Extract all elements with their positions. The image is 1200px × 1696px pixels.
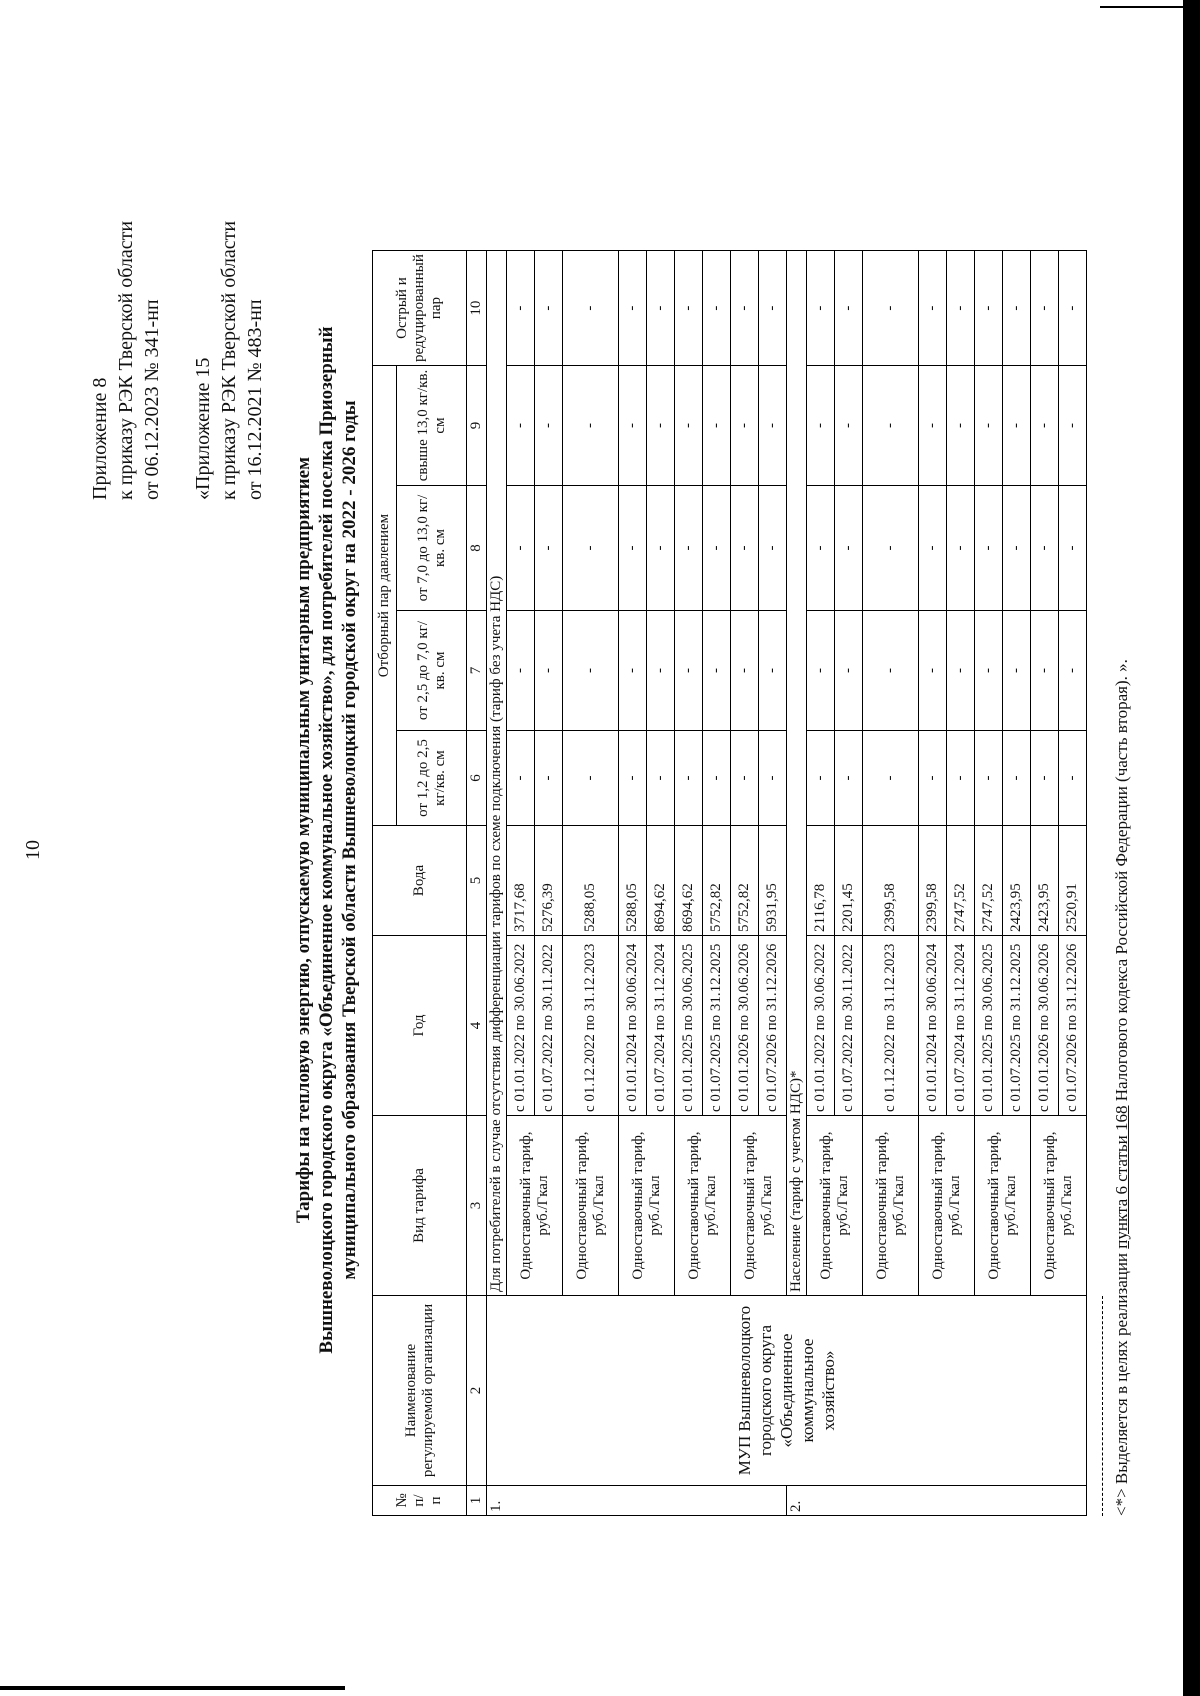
period-cell: с 01.01.2026 по 30.06.2026 [1031, 936, 1059, 1116]
empty-tariff-cell: - [919, 486, 947, 611]
period-cell: с 01.07.2022 по 30.11.2022 [835, 936, 863, 1116]
empty-tariff-cell: - [835, 611, 863, 731]
empty-tariff-cell: - [759, 486, 787, 611]
empty-tariff-cell: - [507, 731, 535, 826]
empty-tariff-cell: - [731, 731, 759, 826]
section-label: Население (тариф с учетом НДС)* [787, 251, 807, 1296]
empty-tariff-cell: - [1031, 731, 1059, 826]
empty-tariff-cell: - [1003, 731, 1031, 826]
empty-tariff-cell: - [835, 731, 863, 826]
tariff-type: Одноставочный тариф, руб./Гкал [563, 1116, 619, 1296]
empty-tariff-cell: - [919, 366, 947, 486]
empty-tariff-cell: - [975, 251, 1003, 366]
empty-tariff-cell: - [975, 611, 1003, 731]
empty-tariff-cell: - [947, 486, 975, 611]
empty-tariff-cell: - [947, 611, 975, 731]
tariff-type: Одноставочный тариф, руб./Гкал [919, 1116, 975, 1296]
section-row [487, 251, 507, 1516]
empty-tariff-cell: - [1059, 251, 1087, 366]
empty-tariff-cell: - [507, 366, 535, 486]
tariff-table-body [487, 251, 1087, 1516]
empty-tariff-cell: - [1003, 366, 1031, 486]
empty-tariff-cell: - [1003, 486, 1031, 611]
header-water: Вода [373, 826, 467, 936]
empty-tariff-cell: - [647, 486, 675, 611]
footnote-prefix: <*> Выделяется в целях реализации [1112, 1252, 1131, 1516]
empty-tariff-cell: - [703, 731, 731, 826]
empty-tariff-cell: - [947, 731, 975, 826]
appendix-line: от 06.12.2023 № 341-нп [141, 299, 163, 500]
empty-tariff-cell: - [919, 251, 947, 366]
water-tariff-cell: 2423,95 [1031, 826, 1059, 936]
header-sharp-steam: Острый и редуцированный пар [373, 251, 467, 366]
empty-tariff-cell: - [535, 731, 563, 826]
period-cell: с 01.07.2024 по 31.12.2024 [947, 936, 975, 1116]
period-cell: с 01.07.2024 по 31.12.2024 [647, 936, 675, 1116]
tariff-table [372, 250, 1087, 1516]
empty-tariff-cell: - [731, 366, 759, 486]
appendix-line: к приказу РЭК Тверской области [115, 220, 137, 500]
empty-tariff-cell: - [731, 251, 759, 366]
empty-tariff-cell: - [507, 251, 535, 366]
tariff-type: Одноставочный тариф, руб./Гкал [863, 1116, 919, 1296]
column-number: 6 [467, 731, 487, 826]
empty-tariff-cell: - [1059, 611, 1087, 731]
empty-tariff-cell: - [703, 486, 731, 611]
empty-tariff-cell: - [535, 366, 563, 486]
column-number: 9 [467, 366, 487, 486]
document-title [292, 180, 361, 1500]
column-number: 7 [467, 611, 487, 731]
water-tariff-cell: 2116,78 [807, 826, 835, 936]
title-line: муниципального образования Тверской области Вышневолоцкий городской округ на 2022 - 2026 годы [339, 400, 360, 1280]
organization-name: МУП Вышневолоцкого городского округа «Объединенное коммунальное хозяйство» [487, 1296, 1087, 1486]
empty-tariff-cell: - [703, 251, 731, 366]
empty-tariff-cell: - [619, 251, 647, 366]
empty-tariff-cell: - [563, 486, 619, 611]
empty-tariff-cell: - [563, 251, 619, 366]
water-tariff-cell: 2399,58 [863, 826, 919, 936]
period-cell: с 01.01.2022 по 30.06.2022 [507, 936, 535, 1116]
header-num: № п/ п [373, 1486, 467, 1516]
empty-tariff-cell: - [975, 486, 1003, 611]
water-tariff-cell: 2423,95 [1003, 826, 1031, 936]
scan-bottom-line [0, 1686, 345, 1690]
page-number: 10 [22, 840, 44, 860]
empty-tariff-cell: - [619, 731, 647, 826]
empty-tariff-cell: - [647, 611, 675, 731]
footnote-separator [1102, 1296, 1103, 1516]
period-cell: с 01.01.2024 по 30.06.2024 [919, 936, 947, 1116]
empty-tariff-cell: - [1031, 366, 1059, 486]
period-cell: с 01.01.2025 по 30.06.2025 [675, 936, 703, 1116]
empty-tariff-cell: - [759, 366, 787, 486]
header-steam-group: Отборный пар давлением [373, 366, 397, 826]
empty-tariff-cell: - [919, 611, 947, 731]
water-tariff-cell: 5288,05 [563, 826, 619, 936]
empty-tariff-cell: - [835, 366, 863, 486]
empty-tariff-cell: - [619, 486, 647, 611]
period-cell: с 01.12.2022 по 31.12.2023 [863, 936, 919, 1116]
empty-tariff-cell: - [807, 366, 835, 486]
empty-tariff-cell: - [863, 251, 919, 366]
water-tariff-cell: 5752,82 [731, 826, 759, 936]
empty-tariff-cell: - [863, 611, 919, 731]
empty-tariff-cell: - [835, 251, 863, 366]
footnote-suffix: Налогового кодекса Российской Федерации (часть вторая). ». [1112, 659, 1131, 1102]
empty-tariff-cell: - [731, 611, 759, 731]
tariff-type: Одноставочный тариф, руб./Гкал [507, 1116, 563, 1296]
empty-tariff-cell: - [703, 366, 731, 486]
empty-tariff-cell: - [947, 251, 975, 366]
tariff-type: Одноставочный тариф, руб./Гкал [1031, 1116, 1087, 1296]
footnote [1112, 659, 1132, 1516]
section-label: Для потребителей в случае отсутствия дифференциации тарифов по схеме подключения (тариф без учета НДС) [487, 251, 507, 1296]
empty-tariff-cell: - [535, 251, 563, 366]
column-number: 4 [467, 936, 487, 1116]
empty-tariff-cell: - [975, 366, 1003, 486]
empty-tariff-cell: - [675, 731, 703, 826]
empty-tariff-cell: - [807, 486, 835, 611]
period-cell: с 01.07.2026 по 31.12.2026 [1059, 936, 1087, 1116]
empty-tariff-cell: - [759, 251, 787, 366]
section-number: 1. [487, 1486, 787, 1516]
empty-tariff-cell: - [675, 611, 703, 731]
title-line: Тарифы на тепловую энергию, отпускаемую муниципальным унитарным предприятием [293, 456, 314, 1224]
water-tariff-cell: 8694,62 [675, 826, 703, 936]
tariff-type: Одноставочный тариф, руб./Гкал [731, 1116, 787, 1296]
empty-tariff-cell: - [675, 366, 703, 486]
empty-tariff-cell: - [647, 731, 675, 826]
empty-tariff-cell: - [919, 731, 947, 826]
appendix-line: Приложение 8 [89, 377, 111, 500]
title-line: Вышневолоцкого городского округа «Объединенное коммунальное хозяйство», для потребителей поселка Приозерный [316, 326, 337, 1354]
empty-tariff-cell: - [563, 731, 619, 826]
header-org: Наименование регулируемой организации [373, 1296, 467, 1486]
empty-tariff-cell: - [975, 731, 1003, 826]
empty-tariff-cell: - [1059, 731, 1087, 826]
empty-tariff-cell: - [1003, 251, 1031, 366]
empty-tariff-cell: - [835, 486, 863, 611]
rotated-document-page [12, 0, 1192, 1680]
empty-tariff-cell: - [1003, 611, 1031, 731]
empty-tariff-cell: - [507, 486, 535, 611]
period-cell: с 01.01.2025 по 30.06.2025 [975, 936, 1003, 1116]
header-pressure-4: свыше 13,0 кг/кв. см [397, 366, 467, 486]
water-tariff-cell: 2747,52 [975, 826, 1003, 936]
empty-tariff-cell: - [563, 366, 619, 486]
empty-tariff-cell: - [807, 611, 835, 731]
footnote-law-reference: пункта 6 статьи 168 [1112, 1105, 1131, 1249]
empty-tariff-cell: - [863, 486, 919, 611]
water-tariff-cell: 2520,91 [1059, 826, 1087, 936]
water-tariff-cell: 2747,52 [947, 826, 975, 936]
empty-tariff-cell: - [1031, 611, 1059, 731]
empty-tariff-cell: - [703, 611, 731, 731]
empty-tariff-cell: - [1031, 486, 1059, 611]
appendix-line: от 16.12.2021 № 483-нп [244, 299, 266, 500]
tariff-type: Одноставочный тариф, руб./Гкал [619, 1116, 675, 1296]
empty-tariff-cell: - [647, 366, 675, 486]
water-tariff-cell: 5288,05 [619, 826, 647, 936]
water-tariff-cell: 5752,82 [703, 826, 731, 936]
empty-tariff-cell: - [863, 366, 919, 486]
tariff-type: Одноставочный тариф, руб./Гкал [807, 1116, 863, 1296]
empty-tariff-cell: - [647, 251, 675, 366]
period-cell: с 01.07.2022 по 30.11.2022 [535, 936, 563, 1116]
empty-tariff-cell: - [759, 611, 787, 731]
empty-tariff-cell: - [731, 486, 759, 611]
header-year: Год [373, 936, 467, 1116]
empty-tariff-cell: - [535, 486, 563, 611]
header-pressure-1: от 1,2 до 2,5 кг/кв. см [397, 731, 467, 826]
column-number: 8 [467, 486, 487, 611]
period-cell: с 01.12.2022 по 31.12.2023 [563, 936, 619, 1116]
empty-tariff-cell: - [563, 611, 619, 731]
period-cell: с 01.01.2026 по 30.06.2026 [731, 936, 759, 1116]
empty-tariff-cell: - [759, 731, 787, 826]
tariff-table-wrapper [372, 250, 1087, 1516]
water-tariff-cell: 5276,39 [535, 826, 563, 936]
water-tariff-cell: 8694,62 [647, 826, 675, 936]
column-number: 10 [467, 251, 487, 366]
appendix-line: «Приложение 15 [192, 357, 214, 500]
empty-tariff-cell: - [507, 611, 535, 731]
appendix-header [87, 221, 268, 500]
tariff-type: Одноставочный тариф, руб./Гкал [975, 1116, 1031, 1296]
empty-tariff-cell: - [947, 366, 975, 486]
header-pressure-2: от 2,5 до 7,0 кг/кв. см [397, 611, 467, 731]
empty-tariff-cell: - [675, 251, 703, 366]
empty-tariff-cell: - [863, 731, 919, 826]
period-cell: с 01.07.2025 по 31.12.2025 [703, 936, 731, 1116]
empty-tariff-cell: - [1059, 366, 1087, 486]
empty-tariff-cell: - [807, 731, 835, 826]
period-cell: с 01.07.2026 по 31.12.2026 [759, 936, 787, 1116]
section-number: 2. [787, 1486, 1087, 1516]
appendix-line: к приказу РЭК Тверской области [218, 220, 240, 500]
tariff-type: Одноставочный тариф, руб./Гкал [675, 1116, 731, 1296]
empty-tariff-cell: - [807, 251, 835, 366]
header-type: Вид тарифа [373, 1116, 467, 1296]
water-tariff-cell: 5931,95 [759, 826, 787, 936]
period-cell: с 01.01.2022 по 30.06.2022 [807, 936, 835, 1116]
empty-tariff-cell: - [619, 611, 647, 731]
column-number: 2 [467, 1296, 487, 1486]
empty-tariff-cell: - [619, 366, 647, 486]
empty-tariff-cell: - [1031, 251, 1059, 366]
column-number: 1 [467, 1486, 487, 1516]
water-tariff-cell: 2399,58 [919, 826, 947, 936]
period-cell: с 01.07.2025 по 31.12.2025 [1003, 936, 1031, 1116]
period-cell: с 01.01.2024 по 30.06.2024 [619, 936, 647, 1116]
empty-tariff-cell: - [675, 486, 703, 611]
column-number: 3 [467, 1116, 487, 1296]
empty-tariff-cell: - [535, 611, 563, 731]
column-number: 5 [467, 826, 487, 936]
water-tariff-cell: 3717,68 [507, 826, 535, 936]
water-tariff-cell: 2201,45 [835, 826, 863, 936]
empty-tariff-cell: - [1059, 486, 1087, 611]
header-pressure-3: от 7,0 до 13,0 кг/кв. см [397, 486, 467, 611]
